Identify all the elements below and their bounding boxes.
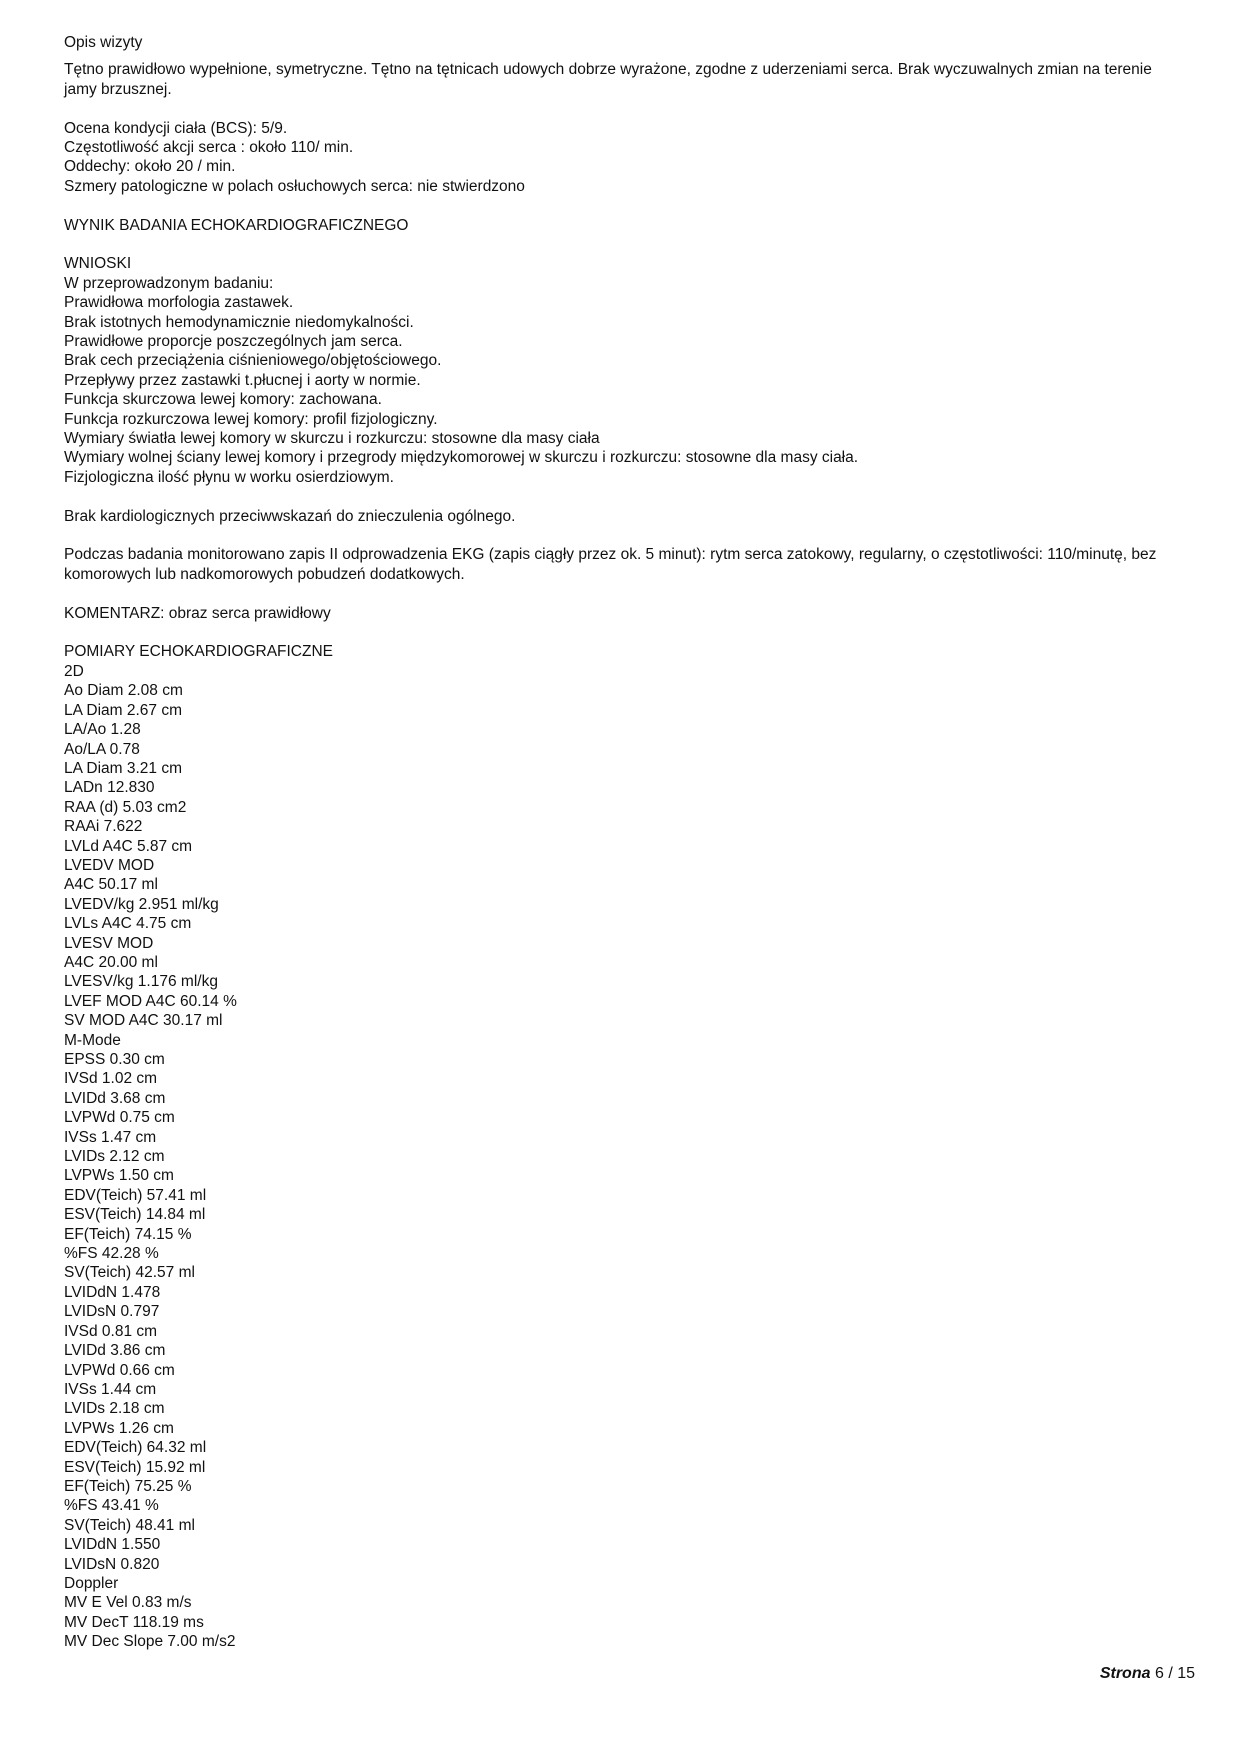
measurement-line: LVIDd 3.86 cm xyxy=(64,1342,166,1360)
pulse-paragraph: Tętno prawidłowo wypełnione, symetryczne. Tętno na tętnicach udowych dobrze wyrażone, zgodne z uderzeniami serca. Brak wyczuwalnych zmian na terenie jamy brzusznej. xyxy=(64,61,1152,98)
measurement-line: SV(Teich) 48.41 ml xyxy=(64,1516,195,1534)
measurement-line: IVSs 1.47 cm xyxy=(64,1128,157,1146)
measurement-line: LVPWs 1.50 cm xyxy=(64,1167,174,1185)
vitals-line: Ocena kondycji ciała (BCS): 5/9. xyxy=(64,119,288,137)
conclusion-line: Brak cech przeciążenia ciśnieniowego/objętościowego. xyxy=(64,352,442,370)
measurement-line: MV DecT 118.19 ms xyxy=(64,1613,204,1631)
measurement-line: LVLd A4C 5.87 cm xyxy=(64,837,193,855)
measurement-line: ESV(Teich) 14.84 ml xyxy=(64,1206,206,1224)
measurement-line: LADn 12.830 xyxy=(64,779,155,797)
measurement-line: IVSs 1.44 cm xyxy=(64,1380,157,1398)
vitals-line: Szmery patologiczne w polach osłuchowych serca: nie stwierdzono xyxy=(64,177,525,195)
conclusion-line: Funkcja rozkurczowa lewej komory: profil fizjologiczny. xyxy=(64,410,438,428)
conclusion-line: Wymiary wolnej ściany lewej komory i przegrody międzykomorowej w skurczu i rozkurczu: stosowne dla masy ciała. xyxy=(64,449,859,467)
measurement-line: %FS 43.41 % xyxy=(64,1497,159,1515)
measurement-line: LA/Ao 1.28 xyxy=(64,721,141,739)
measurement-line: A4C 50.17 ml xyxy=(64,876,158,894)
conclusion-line: Przepływy przez zastawki t.płucnej i aorty w normie. xyxy=(64,371,421,389)
vitals-line: Oddechy: około 20 / min. xyxy=(64,158,236,176)
comment: KOMENTARZ: obraz serca prawidłowy xyxy=(64,604,331,622)
vitals-list xyxy=(64,119,1184,197)
page-footer xyxy=(1100,1665,1195,1683)
conclusions-heading: WNIOSKI xyxy=(64,255,132,273)
measurement-line: RAA (d) 5.03 cm2 xyxy=(64,798,187,816)
measurement-line: IVSd 1.02 cm xyxy=(64,1070,158,1088)
result-title: WYNIK BADANIA ECHOKARDIOGRAFICZNEGO xyxy=(64,216,409,234)
measurement-line: LVIDsN 0.820 xyxy=(64,1555,160,1573)
measurement-line: LVIDdN 1.478 xyxy=(64,1283,161,1301)
measurement-line: EDV(Teich) 64.32 ml xyxy=(64,1439,207,1457)
conclusion-line: Prawidłowe proporcje poszczególnych jam serca. xyxy=(64,333,403,351)
page-number: 6 xyxy=(1154,1665,1164,1682)
measurement-line: LVIDs 2.12 cm xyxy=(64,1148,165,1166)
conclusion-line: Funkcja skurczowa lewej komory: zachowana. xyxy=(64,391,382,409)
conclusion-line: Wymiary światła lewej komory w skurczu i rozkurczu: stosowne dla masy ciała xyxy=(64,430,600,448)
document-page xyxy=(64,33,1184,1652)
measurement-line: MV Dec Slope 7.00 m/s2 xyxy=(64,1633,236,1651)
conclusions-list xyxy=(64,254,1184,487)
measurement-line: LVESV MOD xyxy=(64,934,154,952)
measurement-line: A4C 20.00 ml xyxy=(64,953,158,971)
measurement-line: EF(Teich) 74.15 % xyxy=(64,1225,192,1243)
visit-heading: Opis wizyty xyxy=(64,34,143,51)
page-label: Strona xyxy=(1099,1665,1151,1682)
measurement-line: M-Mode xyxy=(64,1031,121,1049)
measurement-line: MV E Vel 0.83 m/s xyxy=(64,1594,192,1612)
measurement-line: ESV(Teich) 15.92 ml xyxy=(64,1458,206,1476)
measurement-line: LVLs A4C 4.75 cm xyxy=(64,915,192,933)
measurement-line: LA Diam 3.21 cm xyxy=(64,759,183,777)
measurement-line: SV(Teich) 42.57 ml xyxy=(64,1264,195,1282)
measurement-line: %FS 42.28 % xyxy=(64,1245,159,1263)
measurement-line: LVPWd 0.75 cm xyxy=(64,1109,175,1127)
conclusion-line: Fizjologiczna ilość płynu w worku osierdziowym. xyxy=(64,468,394,486)
measurement-line: EF(Teich) 75.25 % xyxy=(64,1477,192,1495)
measurement-line: 2D xyxy=(64,662,84,680)
no-contraindications: Brak kardiologicznych przeciwwskazań do znieczulenia ogólnego. xyxy=(64,507,516,525)
measurement-line: LVIDd 3.68 cm xyxy=(64,1089,166,1107)
measurement-line: LVEDV MOD xyxy=(64,856,155,874)
page-total: / 15 xyxy=(1168,1665,1195,1682)
vitals-line: Częstotliwość akcji serca : około 110/ min. xyxy=(64,139,354,157)
measurement-line: Doppler xyxy=(64,1574,119,1592)
measurement-line: LVESV/kg 1.176 ml/kg xyxy=(64,973,218,991)
measurement-line: SV MOD A4C 30.17 ml xyxy=(64,1012,223,1030)
measurements-list xyxy=(64,662,1184,1652)
measurement-line: LVEF MOD A4C 60.14 % xyxy=(64,992,237,1010)
measurements-title: POMIARY ECHOKARDIOGRAFICZNE xyxy=(64,643,333,661)
measurement-line: RAAi 7.622 xyxy=(64,818,143,836)
conclusion-line: Prawidłowa morfologia zastawek. xyxy=(64,294,294,312)
measurement-line: Ao/LA 0.78 xyxy=(64,740,140,758)
measurement-line: EPSS 0.30 cm xyxy=(64,1051,165,1069)
measurement-line: LVIDsN 0.797 xyxy=(64,1303,160,1321)
measurement-line: LA Diam 2.67 cm xyxy=(64,701,183,719)
measurement-line: LVPWd 0.66 cm xyxy=(64,1361,175,1379)
conclusion-line: W przeprowadzonym badaniu: xyxy=(64,274,274,292)
measurement-line: LVPWs 1.26 cm xyxy=(64,1419,174,1437)
ekg-paragraph: Podczas badania monitorowano zapis II odprowadzenia EKG (zapis ciągły przez ok. 5 minut): rytm serca zatokowy, regularny, o częstotliwości: 110/minutę, bez komorowych lub nadkomorowych pobudzeń dodatkowych. xyxy=(64,546,1157,583)
measurement-line: LVIDdN 1.550 xyxy=(64,1536,161,1554)
measurement-line: IVSd 0.81 cm xyxy=(64,1322,158,1340)
measurement-line: LVIDs 2.18 cm xyxy=(64,1400,165,1418)
measurement-line: Ao Diam 2.08 cm xyxy=(64,682,183,700)
measurement-line: EDV(Teich) 57.41 ml xyxy=(64,1186,207,1204)
conclusion-line: Brak istotnych hemodynamicznie niedomykalności. xyxy=(64,313,414,331)
measurement-line: LVEDV/kg 2.951 ml/kg xyxy=(64,895,219,913)
